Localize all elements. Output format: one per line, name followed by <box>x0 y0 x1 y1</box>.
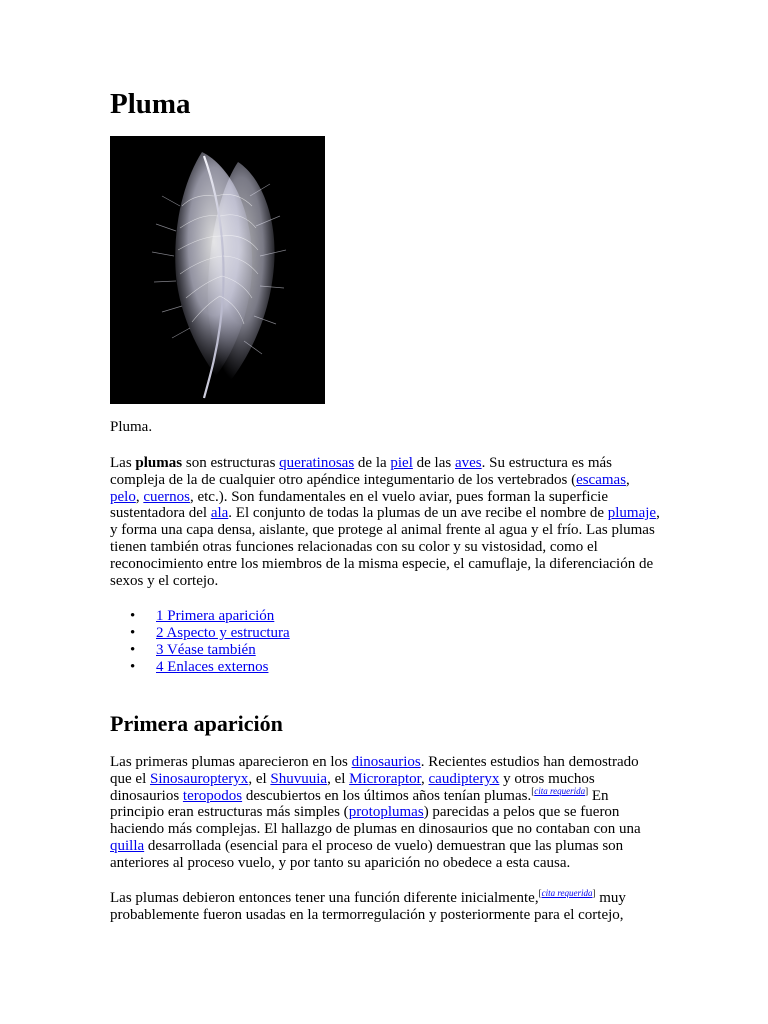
feather-illustration <box>110 136 325 404</box>
link-quilla[interactable]: quilla <box>110 837 145 854</box>
section-heading-primera-aparicion: Primera aparición <box>110 711 283 736</box>
page-title: Pluma <box>110 88 191 120</box>
section-text: Las plumas debieron entonces tener una función diferente inicialmente, <box>110 890 539 906</box>
citation-needed-link[interactable]: cita requerida <box>541 888 593 898</box>
section-text: desarrollada (esencial para el proceso de vuelo) demuestran que las plumas son anteriores al proceso vuelo, y por tanto su aparición no obedece a esta causa. <box>110 837 624 871</box>
bullet-icon: • <box>130 642 136 658</box>
intro-paragraph <box>110 455 660 589</box>
citation-needed <box>539 888 596 898</box>
citation-bracket: ] <box>592 888 596 898</box>
section-text: . Recientes estudios han demostrado que el <box>110 754 639 787</box>
link-plumaje[interactable]: plumaje <box>607 505 657 522</box>
link-cuernos[interactable]: cuernos <box>143 488 190 505</box>
toc-item <box>110 608 290 625</box>
citation-needed-link[interactable]: cita requerida <box>534 785 586 796</box>
citation-bracket: [ <box>538 888 542 898</box>
link-pelo[interactable]: pelo <box>110 488 136 505</box>
table-of-contents <box>110 608 290 676</box>
link-teropodos[interactable]: teropodos <box>182 787 243 804</box>
section-text: , el <box>327 770 350 787</box>
section-text: En principio eran estructuras más simples ( <box>110 787 609 821</box>
intro-text: . Su estructura es más compleja de la de cualquier otro apéndice integumentario de los vertebrados ( <box>110 455 613 488</box>
intro-text: son estructuras <box>182 455 280 471</box>
section-text: y otros muchos dinosaurios <box>110 770 595 804</box>
section-text: , <box>421 770 429 787</box>
image-caption: Pluma. <box>110 419 153 435</box>
intro-text: , <box>626 471 630 488</box>
link-microraptor[interactable]: Microraptor <box>349 770 422 787</box>
toc-link-aspecto-y-estructura[interactable]: 2 Aspecto y estructura <box>156 625 290 641</box>
bullet-icon: • <box>130 608 136 624</box>
section1-paragraph-1 <box>110 754 660 872</box>
bullet-icon: • <box>130 659 136 675</box>
intro-text: . El conjunto de todas la plumas de un ave recibe el nombre de <box>228 505 608 522</box>
bullet-icon: • <box>130 625 136 641</box>
toc-item <box>110 642 290 659</box>
link-protoplumas[interactable]: protoplumas <box>348 804 424 821</box>
bold-term-plumas: plumas <box>135 455 183 471</box>
toc-item <box>110 659 290 676</box>
intro-text: Las <box>110 455 136 471</box>
link-shuvuuia[interactable]: Shuvuuia <box>270 770 328 787</box>
toc-item <box>110 625 290 642</box>
intro-text: de las <box>412 455 455 471</box>
section-text: ) parecidas a pelos que se fueron haciendo más complejas. El hallazgo de plumas en dinosaurios que no contaban con una <box>110 804 641 838</box>
intro-text: de la <box>354 455 391 471</box>
intro-text: , etc.). Son fundamentales en el vuelo aviar, pues forman la superficie sustentadora del <box>110 488 608 522</box>
link-aves[interactable]: aves <box>454 455 482 471</box>
toc-link-primera-aparicion[interactable]: 1 Primera aparición <box>156 608 275 624</box>
link-sinosauropteryx[interactable]: Sinosauropteryx <box>149 770 249 787</box>
link-dinosaurios[interactable]: dinosaurios <box>351 754 421 770</box>
toc-link-vease-tambien[interactable]: 3 Véase también <box>156 642 256 658</box>
section-text: , el <box>248 770 271 787</box>
citation-needed <box>531 786 588 796</box>
feather-image <box>110 136 325 404</box>
link-ala[interactable]: ala <box>210 505 229 522</box>
section-text: Las primeras plumas aparecieron en los <box>110 754 352 770</box>
section-text: descubiertos en los últimos años tenían plumas. <box>242 787 532 804</box>
citation-bracket: ] <box>585 785 589 796</box>
link-piel[interactable]: piel <box>390 455 413 471</box>
intro-text: , y forma una capa densa, aislante, que protege al animal frente al agua y el frío. Las plumas tienen también otras funciones relacionadas con su color y su vistosidad, como el reconocimiento entre los miembros de la misma especie, el camuflaje, la diferenciación de sexos y el cortejo. <box>110 505 660 589</box>
section1-paragraph-2 <box>110 890 660 924</box>
citation-bracket: [ <box>531 785 535 796</box>
link-queratinosas[interactable]: queratinosas <box>279 455 355 471</box>
section-text: muy probablemente fueron usadas en la termorregulación y posteriormente para el cortejo, <box>110 890 626 923</box>
intro-text: , <box>135 488 144 505</box>
link-escamas[interactable]: escamas <box>576 471 627 488</box>
toc-link-enlaces-externos[interactable]: 4 Enlaces externos <box>156 659 269 675</box>
link-caudipteryx[interactable]: caudipteryx <box>428 770 500 787</box>
